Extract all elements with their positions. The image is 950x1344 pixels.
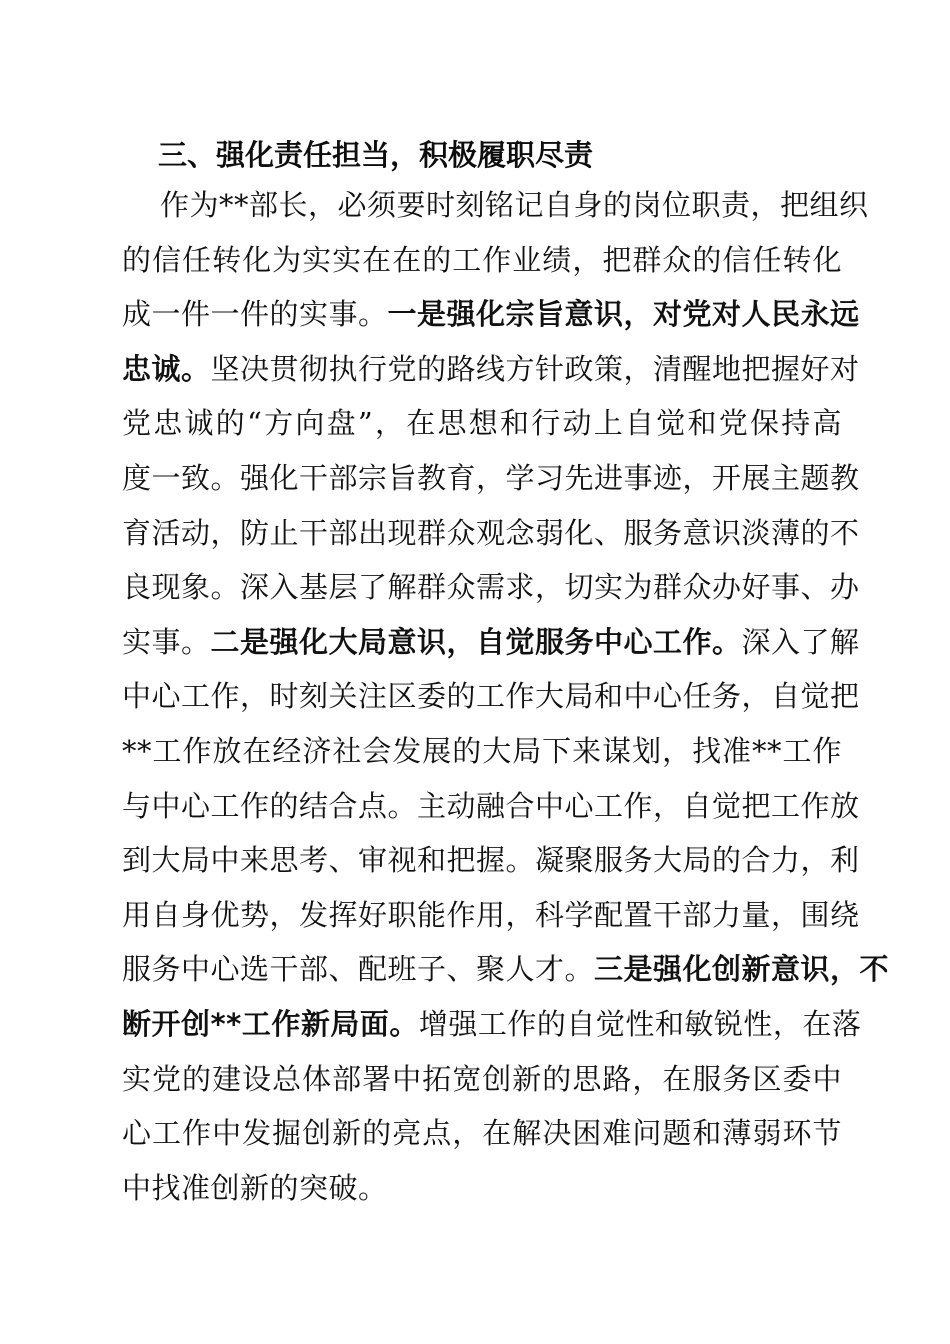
emphasis-text: 断开创**工作新局面。	[122, 1006, 419, 1041]
text-run: 实党的建设总体部署中拓宽创新的思路，在服务区委中	[122, 1061, 842, 1096]
text-run: 良现象。深入基层了解群众需求，切实为群众办好事、办	[122, 570, 860, 605]
paragraph-line	[122, 451, 860, 506]
emphasis-text: 三是强化创新意识，不	[594, 952, 890, 987]
text-run: 育活动，防止干部出现群众观念弱化、服务意识淡薄的不	[122, 515, 860, 550]
paragraph-line	[122, 287, 860, 342]
paragraph-line	[122, 669, 860, 724]
paragraph-line	[122, 1052, 842, 1107]
text-run: 与中心工作的结合点。主动融合中心工作，自觉把工作放	[122, 788, 860, 823]
text-run: 中心工作，时刻关注区委的工作大局和中心任务，自觉把	[122, 679, 860, 714]
emphasis-text: 一是强化宗旨意识，对党对人民永远	[387, 297, 860, 332]
text-run: 用自身优势，发挥好职能作用，科学配置干部力量，围绕	[122, 897, 860, 932]
emphasis-text: 二是强化大局意识，自觉服务中心工作。	[210, 624, 742, 659]
paragraph-line	[122, 233, 842, 288]
paragraph-line	[122, 1106, 842, 1161]
body-paragraph	[122, 178, 890, 1215]
paragraph-line	[122, 724, 842, 779]
text-run: **工作放在经济社会发展的大局下来谋划，找准**工作	[122, 733, 842, 768]
text-run: 深入了解	[741, 624, 860, 659]
paragraph-line	[122, 942, 890, 997]
paragraph-line	[122, 888, 860, 943]
paragraph-line	[122, 615, 860, 670]
text-run: 作为**部长，必须要时刻铭记自身的岗位职责，把组织	[160, 188, 869, 222]
text-run: 的信任转化为实实在在的工作业绩，把群众的信任转化	[122, 242, 842, 277]
text-run: 心工作中发掘创新的亮点，在解决困难问题和薄弱环节	[122, 1116, 842, 1151]
text-run: 到大局中来思考、审视和把握。凝聚服务大局的合力，利	[122, 843, 860, 878]
text-run: 度一致。强化干部宗旨教育，学习先进事迹，开展主题教	[122, 460, 860, 495]
paragraph-line	[122, 342, 860, 397]
text-run: 成一件一件的实事。	[122, 297, 388, 332]
paragraph-line	[122, 396, 842, 451]
paragraph-line	[122, 178, 869, 233]
paragraph-line	[122, 506, 860, 561]
text-run: 增强工作的自觉性和敏锐性，在落	[418, 1006, 862, 1041]
text-run: 服务中心选干部、配班子、聚人才。	[122, 952, 595, 987]
paragraph-line	[122, 997, 862, 1052]
emphasis-text: 忠诚。	[122, 351, 211, 386]
paragraph-line	[122, 560, 860, 615]
text-run: 坚决贯彻执行党的路线方针政策，清醒地把握好对	[210, 351, 860, 386]
text-run: 党忠诚的“方向盘”，在思想和行动上自觉和党保持高	[122, 406, 842, 441]
paragraph-line	[122, 1161, 842, 1216]
text-run: 中找准创新的突破。	[122, 1170, 388, 1205]
paragraph-line	[122, 833, 860, 888]
text-run: 实事。	[122, 624, 211, 659]
paragraph-line	[122, 779, 860, 834]
section-heading: 三、强化责任担当，积极履职尽责	[158, 138, 594, 172]
